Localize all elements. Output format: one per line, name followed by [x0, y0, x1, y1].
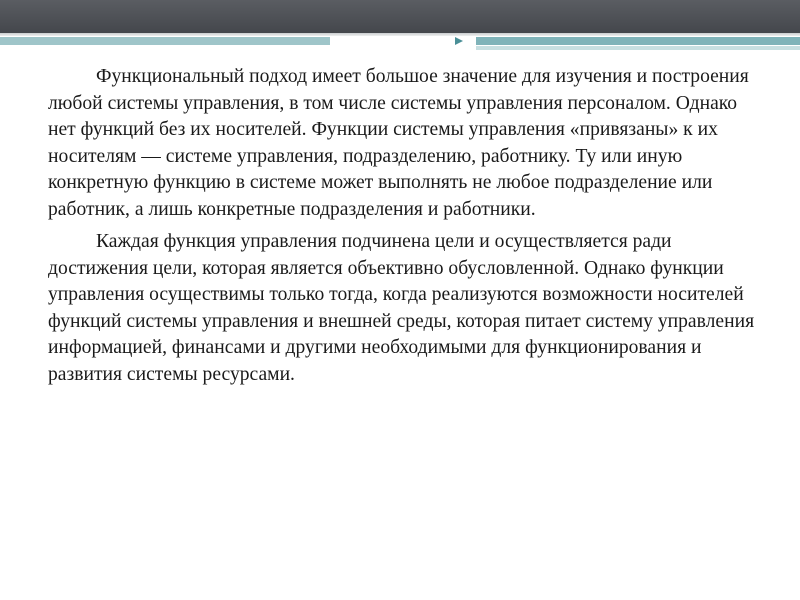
- accent-strip-left: [0, 37, 330, 45]
- triangle-marker-icon: [455, 37, 463, 45]
- header-shadow: [0, 33, 800, 36]
- accent-strip-thin: [476, 46, 800, 50]
- accent-strip-right: [476, 37, 800, 45]
- paragraph-2: Каждая функция управления подчинена цели и осуществляется ради достижения цели, которая является объективно обусловленной. Однако функции управления осуществимы только тогда, когда реализуются возможности носителей функций системы управления и внешней среды, которая питает систему управления информацией, финансами и другими необходимыми для функционирования и развития системы ресурсами.: [48, 231, 755, 385]
- header-bar: [0, 0, 800, 33]
- paragraph-1: Функциональный подход имеет большое значение для изучения и построения любой системы управления, в том числе системы управления персоналом. Однако нет функций без их носителей. Функции системы управления «привязаны» к их носителям — системе управления, подразделению, работнику. Ту или иную конкретную функцию в системе может выполнять не любое подразделение или работник, а лишь конкретные подразделения и работники.: [48, 66, 749, 220]
- slide-body: [48, 64, 758, 394]
